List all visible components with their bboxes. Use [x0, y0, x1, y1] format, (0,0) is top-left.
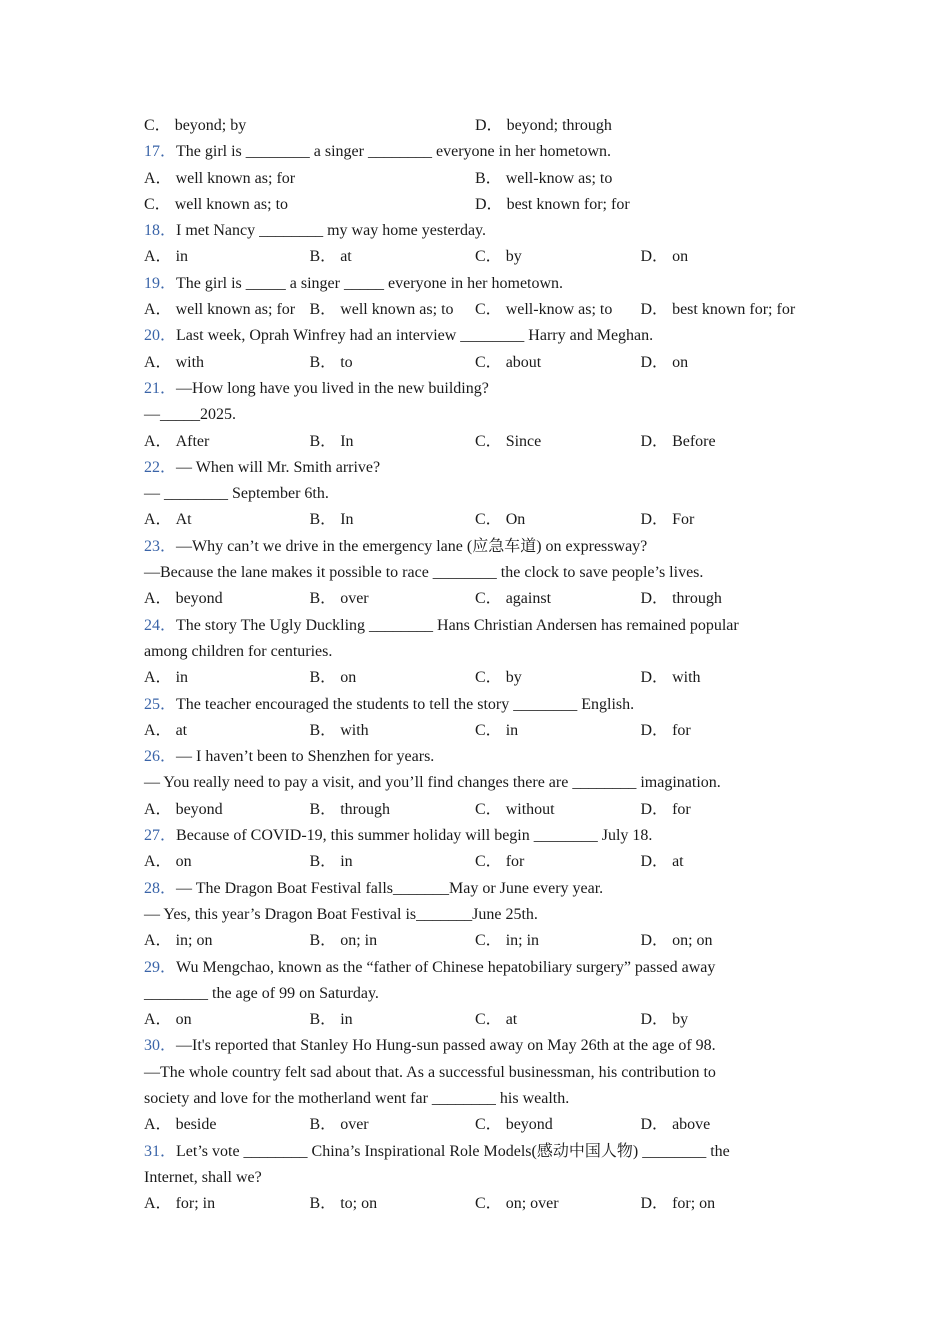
option-text: In: [340, 432, 354, 450]
question-stem-continued: [144, 481, 824, 507]
option: [310, 1007, 476, 1033]
option: [144, 1007, 310, 1033]
question-number: 21．: [144, 379, 177, 397]
option: [475, 297, 641, 323]
question-number: 25．: [144, 695, 177, 713]
option-text: above: [672, 1116, 711, 1134]
option: [641, 586, 807, 612]
option: [475, 1112, 641, 1138]
option-text: on: [340, 669, 357, 687]
option-text: After: [175, 432, 210, 450]
question-number: 23．: [144, 537, 177, 555]
options-row: [144, 928, 824, 954]
option-letter: B．: [309, 932, 337, 950]
question-stem: [144, 376, 824, 402]
option-text: for: [505, 853, 525, 871]
option-letter: C．: [475, 721, 502, 739]
question-text: — You really need to pay a visit, and you’ll find changes there are ________ imagination.: [144, 774, 721, 792]
question-text: Let’s vote ________ China’s Inspirational Role Models(感动中国人物) ________ the: [176, 1142, 730, 1160]
option: [641, 797, 807, 823]
option-letter: D．: [640, 301, 669, 319]
option-text: at: [175, 721, 188, 739]
option-text: with: [175, 353, 205, 371]
options-row: [144, 507, 824, 533]
option: [641, 350, 807, 376]
options-row: [144, 849, 824, 875]
option-letter: D．: [640, 590, 669, 608]
option-text: without: [505, 800, 555, 818]
option: [310, 665, 476, 691]
option-letter: A．: [144, 1195, 172, 1213]
option: [475, 166, 806, 192]
option: [641, 849, 807, 875]
options-row: [144, 1112, 824, 1138]
option-text: on; on: [672, 932, 713, 950]
option-letter: D．: [640, 800, 669, 818]
option-letter: B．: [309, 1116, 337, 1134]
option-text: well-know as; to: [505, 169, 613, 187]
option-text: by: [672, 1011, 689, 1029]
question-number: 22．: [144, 458, 177, 476]
options-row: [144, 244, 824, 270]
question-text: The girl is ________ a singer ________ everyone in her hometown.: [176, 143, 612, 161]
option-letter: C．: [475, 1195, 502, 1213]
option: [475, 1007, 641, 1033]
option-text: by: [505, 669, 522, 687]
question-text: Internet, shall we?: [144, 1168, 262, 1186]
option-letter: D．: [640, 1116, 669, 1134]
option-text: At: [175, 511, 192, 529]
option-text: at: [672, 853, 684, 871]
option-text: for: [672, 800, 691, 818]
question-stem: [144, 613, 824, 639]
question-text: —How long have you lived in the new building?: [176, 379, 489, 397]
option: [475, 429, 641, 455]
option-text: for: [672, 721, 691, 739]
option-letter: D．: [640, 1195, 669, 1213]
option: [144, 586, 310, 612]
option-letter: C．: [475, 248, 502, 266]
question-text: Because of COVID-19, this summer holiday will begin ________ July 18.: [176, 827, 653, 845]
option-text: about: [505, 353, 542, 371]
option-text: against: [505, 590, 552, 608]
option-text: Before: [672, 432, 716, 450]
option-letter: D．: [475, 195, 503, 213]
question-text: I met Nancy ________ my way home yesterday.: [176, 222, 487, 240]
question-number: 24．: [144, 616, 177, 634]
option: [144, 718, 310, 744]
option-letter: A．: [144, 932, 172, 950]
option-text: beyond: [175, 590, 223, 608]
option-text: over: [340, 590, 369, 608]
question-stem-continued: [144, 1165, 824, 1191]
question-text: —It's reported that Stanley Ho Hung-sun passed away on May 26th at the age of 98.: [176, 1037, 716, 1055]
option-text: by: [505, 248, 522, 266]
option-text: For: [672, 511, 695, 529]
option-text: in: [175, 669, 189, 687]
option-letter: D．: [475, 117, 503, 134]
option-text: over: [340, 1116, 369, 1134]
question-stem: [144, 876, 824, 902]
option-text: to; on: [340, 1195, 378, 1213]
question-stem: [144, 534, 824, 560]
option-letter: D．: [640, 511, 669, 529]
option-letter: B．: [309, 853, 337, 871]
question-stem: [144, 271, 824, 297]
option: [144, 1191, 310, 1217]
option-text: for; in: [175, 1195, 216, 1213]
option-text: beside: [175, 1116, 217, 1134]
question-stem: [144, 455, 824, 481]
option-letter: B．: [309, 721, 337, 739]
question-stem-continued: [144, 1060, 824, 1086]
question-stem: [144, 1139, 824, 1165]
option: [641, 1007, 807, 1033]
question-number: 30．: [144, 1037, 177, 1055]
question-number: 27．: [144, 827, 177, 845]
option: [144, 849, 310, 875]
option-letter: B．: [309, 590, 337, 608]
option-letter: A．: [144, 721, 172, 739]
option-letter: C．: [475, 853, 502, 871]
option: [475, 113, 806, 139]
options-row: [144, 113, 824, 139]
option-letter: D．: [640, 1011, 669, 1029]
question-stem: [144, 139, 824, 165]
option: [144, 297, 310, 323]
option-letter: A．: [144, 432, 172, 450]
option-letter: B．: [309, 511, 337, 529]
question-text: ________ the age of 99 on Saturday.: [144, 984, 379, 1002]
option-letter: D．: [640, 669, 669, 687]
question-stem: [144, 323, 824, 349]
option-letter: C．: [475, 669, 502, 687]
option: [641, 928, 807, 954]
option: [641, 244, 807, 270]
question-text: —Because the lane makes it possible to race ________ the clock to save people’s lives.: [144, 564, 704, 582]
option-text: on: [175, 853, 192, 871]
option: [144, 1112, 310, 1138]
question-number: 31．: [144, 1142, 177, 1160]
question-text: Wu Mengchao, known as the “father of Chinese hepatobiliary surgery” passed away: [176, 958, 716, 976]
option-text: beyond: [175, 800, 223, 818]
option-text: On: [505, 511, 526, 529]
option-letter: A．: [144, 800, 172, 818]
question-text: The teacher encouraged the students to tell the story ________ English.: [176, 695, 635, 713]
option: [144, 192, 475, 218]
option-letter: A．: [144, 853, 172, 871]
option: [475, 586, 641, 612]
question-number: 17．: [144, 143, 177, 161]
option-text: in: [505, 721, 519, 739]
option-text: Since: [505, 432, 542, 450]
options-row: [144, 166, 824, 192]
question-text: Last week, Oprah Winfrey had an interview ________ Harry and Meghan.: [176, 327, 654, 345]
question-text: — When will Mr. Smith arrive?: [176, 458, 381, 476]
option: [310, 928, 476, 954]
option: [144, 244, 310, 270]
options-row: [144, 797, 824, 823]
options-row: [144, 665, 824, 691]
option-letter: B．: [309, 248, 337, 266]
question-stem: [144, 823, 824, 849]
option-text: at: [505, 1011, 518, 1029]
option-text: best known for; for: [506, 195, 630, 213]
option-letter: D．: [640, 932, 669, 950]
option: [641, 1112, 807, 1138]
option-text: on: [672, 248, 689, 266]
question-text: The girl is _____ a singer _____ everyone in her hometown.: [176, 274, 564, 292]
option: [310, 1112, 476, 1138]
option-text: well known as; to: [174, 195, 289, 213]
option: [310, 718, 476, 744]
option-text: In: [340, 511, 354, 529]
option: [641, 1191, 807, 1217]
options-row: [144, 718, 824, 744]
option-letter: C．: [475, 590, 502, 608]
option: [144, 665, 310, 691]
options-row: [144, 350, 824, 376]
option: [144, 350, 310, 376]
option: [310, 429, 476, 455]
option-letter: C．: [475, 353, 502, 371]
option: [144, 928, 310, 954]
option-letter: C．: [475, 301, 502, 319]
question-number: 28．: [144, 879, 177, 897]
options-row: [144, 429, 824, 455]
option: [641, 718, 807, 744]
question-stem-continued: [144, 770, 824, 796]
option-letter: D．: [640, 248, 669, 266]
option-letter: C．: [144, 117, 171, 134]
option: [144, 797, 310, 823]
option: [475, 797, 641, 823]
question-text: among children for centuries.: [144, 642, 333, 660]
question-text: — Yes, this year’s Dragon Boat Festival is_______June 25th.: [144, 905, 538, 923]
option: [310, 797, 476, 823]
option-letter: B．: [309, 669, 337, 687]
options-row: [144, 297, 824, 323]
question-number: 29．: [144, 958, 177, 976]
option-letter: D．: [640, 432, 669, 450]
option: [144, 113, 475, 139]
option-letter: A．: [144, 669, 172, 687]
options-row: [144, 1191, 824, 1217]
option: [144, 166, 475, 192]
option-letter: A．: [144, 511, 172, 529]
options-row: [144, 192, 824, 218]
option-letter: A．: [144, 353, 172, 371]
question-text: — I haven’t been to Shenzhen for years.: [176, 748, 435, 766]
option-letter: D．: [640, 353, 669, 371]
option-letter: C．: [475, 800, 502, 818]
option-letter: A．: [144, 301, 172, 319]
option: [641, 297, 807, 323]
option: [310, 1191, 476, 1217]
question-stem: [144, 1033, 824, 1059]
option-text: in; in: [505, 932, 540, 950]
option-text: with: [672, 669, 701, 687]
option: [310, 244, 476, 270]
option-text: at: [340, 248, 352, 266]
question-text: —Why can’t we drive in the emergency lane (应急车道) on expressway?: [176, 537, 648, 555]
option: [144, 429, 310, 455]
question-stem: [144, 218, 824, 244]
option: [310, 507, 476, 533]
option: [475, 1191, 641, 1217]
option: [475, 849, 641, 875]
option: [641, 507, 807, 533]
option-text: with: [340, 721, 369, 739]
option-letter: C．: [475, 432, 502, 450]
question-number: 20．: [144, 327, 177, 345]
option: [475, 350, 641, 376]
option: [641, 665, 807, 691]
option-text: in: [340, 1011, 353, 1029]
option-letter: A．: [144, 1116, 172, 1134]
option-text: beyond; by: [174, 117, 247, 134]
options-row: [144, 586, 824, 612]
question-text: society and love for the motherland went far ________ his wealth.: [144, 1089, 570, 1107]
question-stem-continued: [144, 560, 824, 586]
question-number: 26．: [144, 748, 177, 766]
option: [475, 507, 641, 533]
question-stem: [144, 744, 824, 770]
option: [475, 244, 641, 270]
option-text: to: [340, 353, 353, 371]
question-text: —The whole country felt sad about that. As a successful businessman, his contribution to: [144, 1063, 716, 1081]
option: [144, 507, 310, 533]
option-letter: B．: [309, 1195, 337, 1213]
option: [310, 849, 476, 875]
question-stem: [144, 692, 824, 718]
question-stem-continued: [144, 639, 824, 665]
option-letter: D．: [640, 853, 669, 871]
option-letter: D．: [640, 721, 669, 739]
question-stem-continued: [144, 402, 824, 428]
option: [475, 928, 641, 954]
option-letter: A．: [144, 169, 172, 187]
question-stem-continued: [144, 981, 824, 1007]
option: [310, 586, 476, 612]
question-number: 18．: [144, 222, 177, 240]
option-text: well known as; to: [340, 301, 454, 319]
option-text: for; on: [672, 1195, 716, 1213]
option-text: beyond; through: [506, 117, 612, 134]
question-number: 19．: [144, 274, 177, 292]
option-text: on: [175, 1011, 192, 1029]
question-stem-continued: [144, 1086, 824, 1112]
option-letter: B．: [309, 800, 337, 818]
option-text: through: [340, 800, 390, 818]
option: [475, 192, 806, 218]
worksheet: [144, 113, 824, 1217]
options-row: [144, 1007, 824, 1033]
option-letter: C．: [475, 511, 502, 529]
option-text: well-know as; to: [505, 301, 613, 319]
question-text: — The Dragon Boat Festival falls_______May or June every year.: [176, 879, 604, 897]
option-letter: C．: [475, 1011, 502, 1029]
question-text: —_____2025.: [144, 406, 236, 424]
option: [475, 718, 641, 744]
option-text: on: [672, 353, 689, 371]
question-stem-continued: [144, 902, 824, 928]
option-letter: B．: [309, 301, 337, 319]
option-letter: B．: [309, 353, 337, 371]
option: [475, 665, 641, 691]
option-letter: C．: [475, 932, 502, 950]
question-text: The story The Ugly Duckling ________ Hans Christian Andersen has remained popular: [176, 616, 739, 634]
option-text: best known for; for: [672, 301, 796, 319]
option-letter: B．: [309, 432, 337, 450]
option: [641, 429, 807, 455]
option-letter: B．: [309, 1011, 337, 1029]
option-letter: B．: [475, 169, 502, 187]
option-text: well known as; for: [175, 301, 296, 319]
option-letter: A．: [144, 248, 172, 266]
option-text: through: [672, 590, 722, 608]
question-stem: [144, 955, 824, 981]
option-text: in; on: [175, 932, 213, 950]
option-text: in: [340, 853, 353, 871]
option-text: in: [175, 248, 189, 266]
option-letter: A．: [144, 590, 172, 608]
option-text: beyond: [505, 1116, 553, 1134]
option-letter: C．: [144, 195, 171, 213]
question-text: — ________ September 6th.: [144, 485, 329, 503]
option: [310, 350, 476, 376]
option-text: well known as; for: [175, 169, 296, 187]
option-text: on; in: [340, 932, 378, 950]
option-letter: C．: [475, 1116, 502, 1134]
option-letter: A．: [144, 1011, 172, 1029]
option-text: on; over: [505, 1195, 559, 1213]
option: [310, 297, 476, 323]
